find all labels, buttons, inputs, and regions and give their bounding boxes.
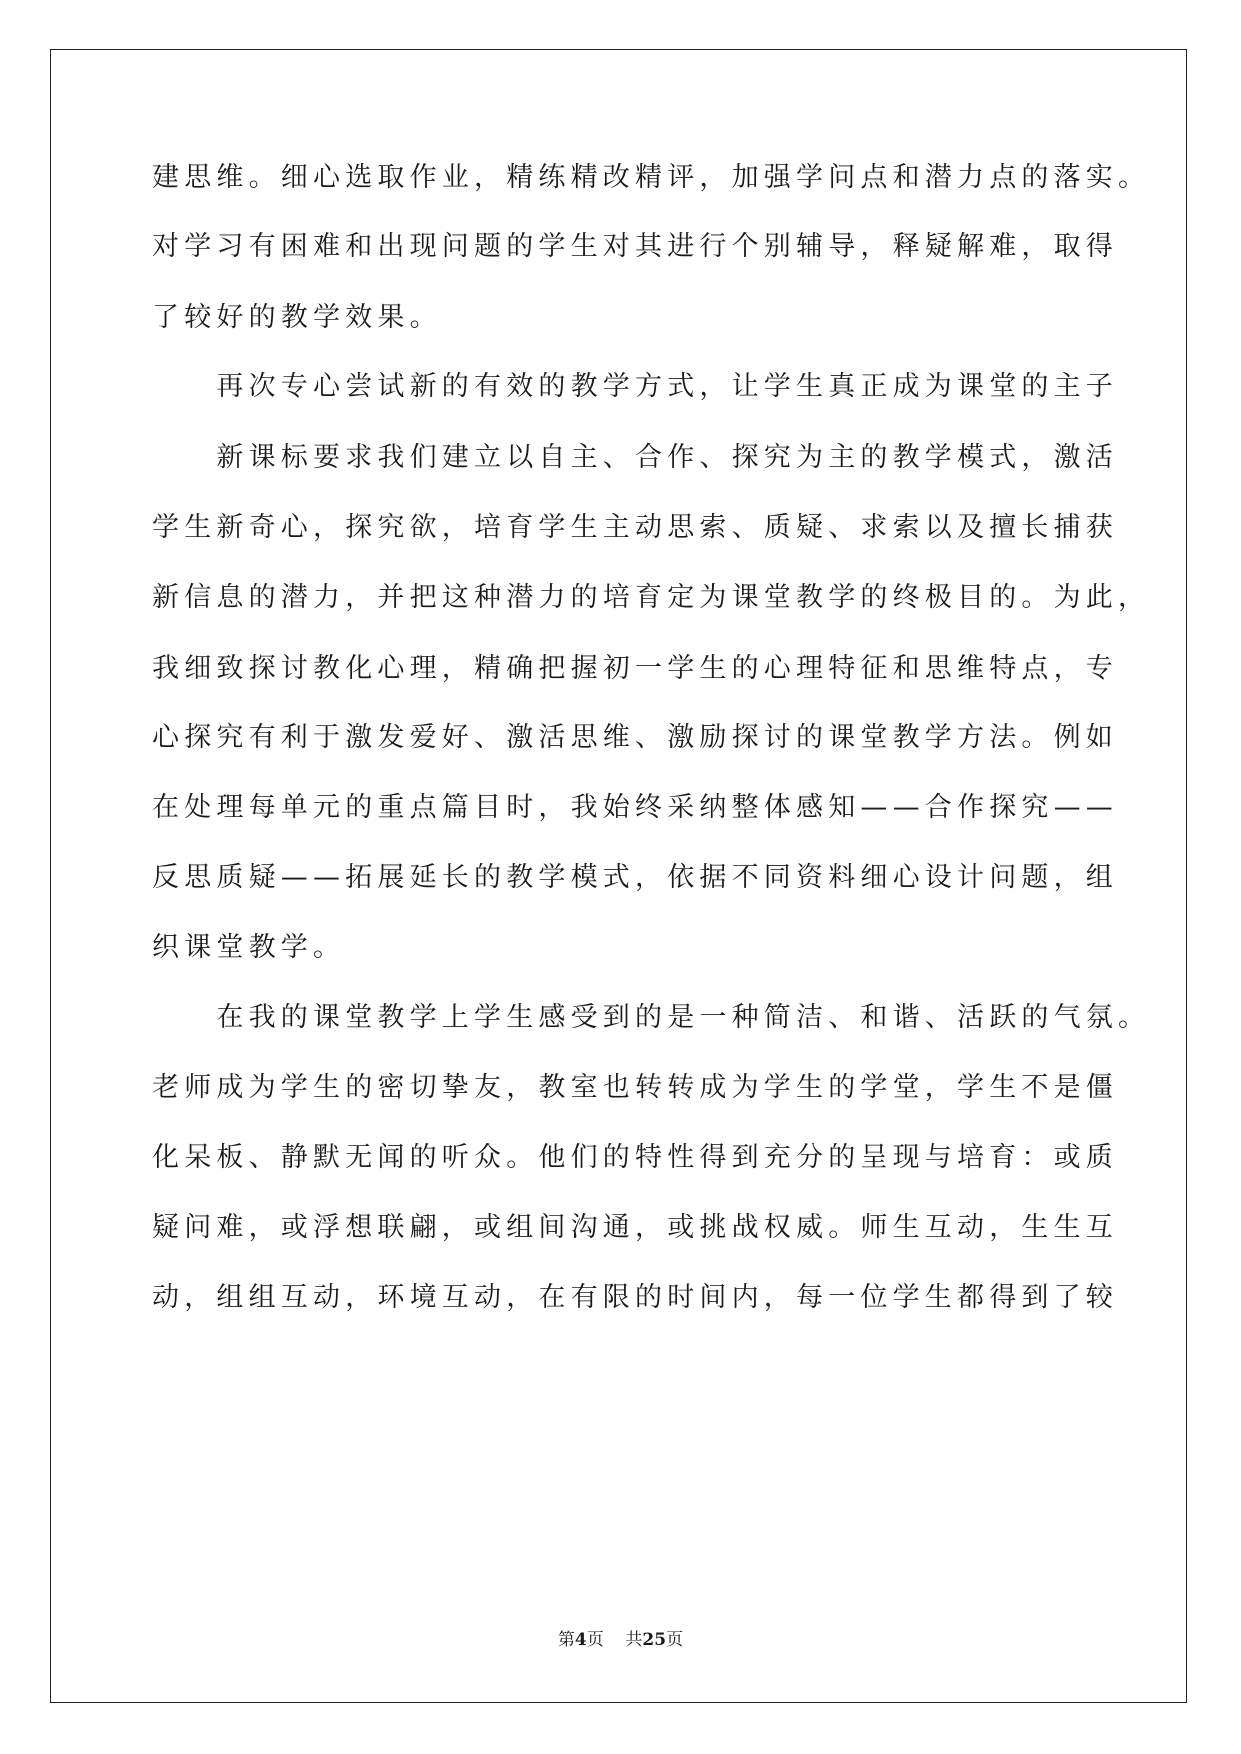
body-line-17: 动，组组互动，环境互动，在有限的时间内，每一位学生都得到了较 (152, 1282, 1118, 1313)
body-line-11: 反思质疑——拓展延长的教学模式，依据不同资料细心设计问题，组 (152, 862, 1118, 893)
body-line-6: 学生新奇心，探究欲，培育学生主动思索、质疑、求索以及擅长捕获 (152, 512, 1118, 543)
current-page-number: 4 (574, 1630, 587, 1650)
body-line-3: 了较好的教学效果。 (152, 302, 442, 333)
page-footer (0, 1632, 1241, 1649)
body-line-2: 对学习有困难和出现问题的学生对其进行个别辅导，释疑解难，取得 (152, 231, 1118, 262)
footer-total-unit: 页 (666, 1630, 684, 1650)
body-line-16: 疑问难，或浮想联翩，或组间沟通，或挑战权威。师生互动，生生互 (152, 1212, 1118, 1243)
body-line-14: 老师成为学生的密切挚友，教室也转转成为学生的学堂，学生不是僵 (152, 1072, 1118, 1103)
body-line-15: 化呆板、静默无闻的听众。他们的特性得到充分的呈现与培育：或质 (152, 1142, 1118, 1173)
total-page-count: 25 (642, 1630, 667, 1650)
body-line-8: 我细致探讨教化心理，精确把握初一学生的心理特征和思维特点，专 (152, 653, 1118, 684)
body-line-5: 新课标要求我们建立以自主、合作、探究为主的教学模式，激活 (152, 442, 1118, 473)
footer-prefix: 第 (557, 1630, 575, 1650)
body-line-12: 织课堂教学。 (152, 932, 346, 963)
body-line-10: 在处理每单元的重点篇目时，我始终采纳整体感知——合作探究—— (152, 792, 1118, 823)
body-line-9: 心探究有利于激发爱好、激活思维、激励探讨的课堂教学方法。例如 (152, 722, 1118, 753)
body-line-1: 建思维。细心选取作业，精练精改精评，加强学问点和潜力点的落实。 (152, 162, 1151, 193)
footer-total-prefix: 共 (625, 1630, 643, 1650)
body-line-4: 再次专心尝试新的有效的教学方式，让学生真正成为课堂的主子 (152, 371, 1118, 402)
footer-page-unit: 页 (586, 1630, 604, 1650)
body-line-7: 新信息的潜力，并把这种潜力的培育定为课堂教学的终极目的。为此， (152, 582, 1151, 613)
body-line-13: 在我的课堂教学上学生感受到的是一种简洁、和谐、活跃的气氛。 (152, 1002, 1151, 1033)
